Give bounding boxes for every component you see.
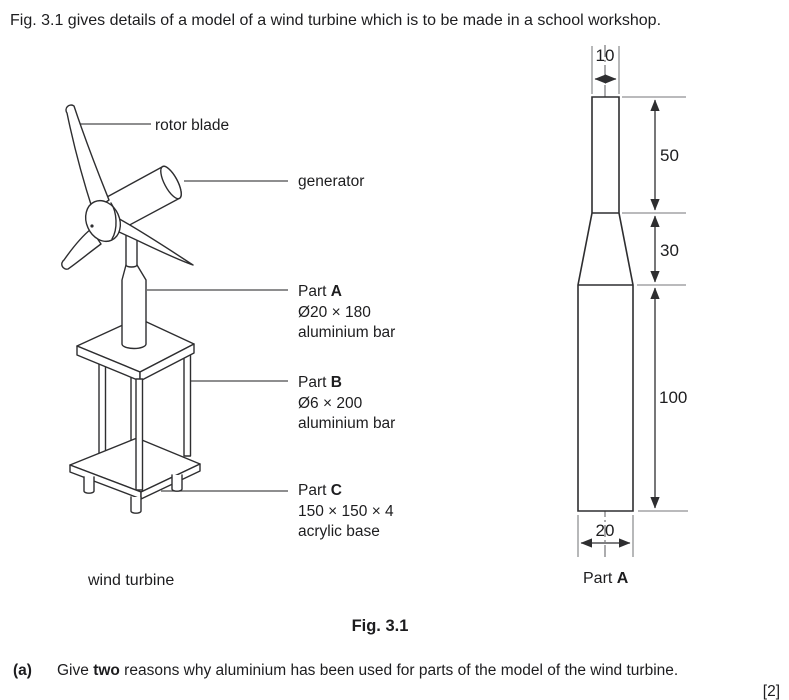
- part-a-material: aluminium bar: [298, 324, 396, 341]
- part-a-drawing: [578, 45, 688, 557]
- figure-caption: Fig. 3.1: [351, 617, 409, 635]
- rotor-blade-upper-left: [66, 105, 109, 211]
- caption-wind-turbine: wind turbine: [88, 572, 175, 589]
- part-b-material: aluminium bar: [298, 415, 396, 432]
- intro-text: Fig. 3.1 gives details of a model of a wind turbine which is to be made in a school workshop.: [10, 12, 662, 29]
- dim-100: 100: [659, 388, 688, 407]
- stand-left-leg: [99, 353, 106, 458]
- label-part-b: [298, 373, 395, 435]
- question-a: [13, 661, 779, 680]
- part-b-spec: Ø6 × 200: [298, 394, 363, 412]
- question-marks: [2]: [762, 683, 780, 700]
- dim-50: 50: [660, 146, 679, 165]
- shaft-part-a-shape: [122, 229, 146, 349]
- part-b-title: Part B: [298, 374, 342, 391]
- wind-turbine-illustration: [62, 105, 200, 513]
- part-c-material: acrylic base: [298, 523, 380, 540]
- question-number: (a): [13, 662, 32, 679]
- part-c-spec: 150 × 150 × 4: [298, 502, 394, 520]
- stand-front-leg: [136, 379, 143, 490]
- part-a-spec: Ø20 × 180: [298, 303, 371, 321]
- label-part-a: [298, 282, 395, 344]
- dim-10: 10: [595, 46, 615, 65]
- part-a-title: Part A: [298, 283, 342, 300]
- part-a-outline: [578, 97, 633, 511]
- caption-part-a: Part A: [583, 570, 629, 587]
- dim-20: 20: [595, 521, 615, 540]
- label-generator: generator: [298, 173, 365, 190]
- dim-30: 30: [660, 241, 679, 260]
- question-text: Give two reasons why aluminium has been used for parts of the model of the wind turbine.: [57, 662, 679, 679]
- part-c-title: Part C: [298, 482, 342, 499]
- label-rotor-blade: rotor blade: [155, 117, 230, 134]
- rotor-blade-lower-right: [110, 216, 193, 265]
- stand-right-leg: [184, 351, 191, 456]
- label-part-c: [298, 481, 394, 543]
